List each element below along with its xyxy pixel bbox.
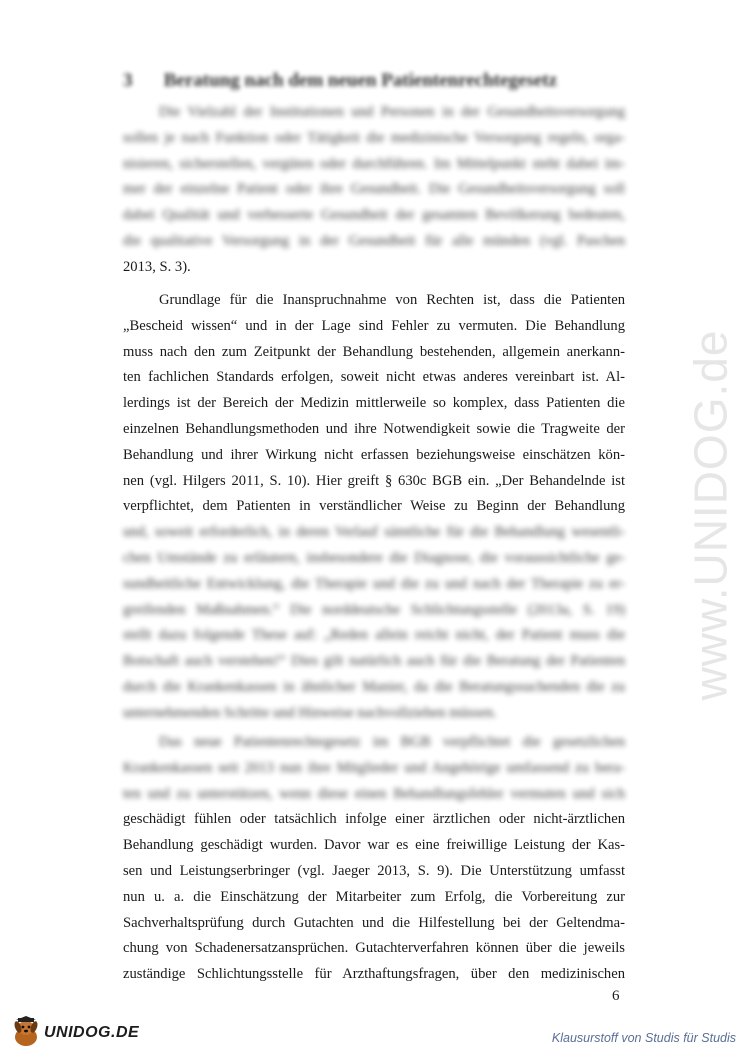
- paragraph-1-tail: 2013, S. 3).: [123, 258, 191, 275]
- page-number: 6: [612, 988, 620, 1004]
- paragraph-1: [123, 100, 625, 281]
- unidog-logo: [6, 1015, 156, 1051]
- blurred-text-3: Das neue Patientenrechtegesetz im BGB verpflichtet die gesetzlichen Krankenkassen seit 2013 nun ihre Mitglieder und Angehörige umfassend zu bera- ten und zu unterstützen, wenn diese einen Behandlungsfehler vermuten und sich: [123, 734, 625, 802]
- section-number: 3: [123, 70, 133, 91]
- footer-tagline: Klausurstoff von Studis für Studis: [551, 1031, 736, 1045]
- logo-text: UNIDOG.DE: [44, 1024, 140, 1041]
- watermark: www.UNIDOG.de: [684, 329, 737, 701]
- blurred-text-2: und, soweit erforderlich, in deren Verlauf sämtliche für die Behandlung wesentli- chen Umstände zu erläutern, insbesondere die Diagnose, die voraussichtliche ge- sundheitliche Entwicklung, die Therapie und die zu und nach der Therapie zu er- greifenden Maßnahmen.“ Die norddeutsche Schlichtungsstelle (2013a, S. 19) stellt dazu folgende These auf: „Reden allein reicht nicht, der Patient muss die Botschaft auch verstehen!“ Dies gilt natürlich auch für die Beratung der Patienten durch die Krankenkassen in ähnlicher Manier, da die Beratungssuchenden die zu unternehmenden Schritte und Hinweise nachvollziehen müssen.: [123, 524, 625, 721]
- section-heading: [123, 70, 643, 92]
- section-title: Beratung nach dem neuen Patientenrechtegesetz: [163, 70, 558, 91]
- blurred-text-1: Die Vielzahl der Institutionen und Personen in der Gesundheitsversorgung sollen je nach Funktion oder Tätigkeit die medizinische Versorgung regeln, orga- nisieren, sicherstellen, vergüten oder durchführen. Im Mittelpunkt steht dabei im- mer der einzelne Patient oder ihre Gesundheit. Die Gesundheitsversorgung soll dabei Qualität und verbesserte Gesundheit der gesamten Bevölkerung bedeuten, die qualitative Versorgung in der Gesundheit für alle münden (vgl. Paschen: [123, 104, 625, 249]
- paragraph-3: Das neue Patientenrechtegesetz im BGB verpflichtet die gesetzlichen Krankenkassen seit 2013 nun ihre Mitglieder und Angehörige umfassend zu bera- ten und zu unterstützen, wenn diese einen Behandlungsfehler vermuten und sich geschädigt fühlen oder tatsächlich infolge einer ärztlichen oder nicht-ärztlichen Behandlung geschädigt wurden. Davor war es eine freiwillige Leistung der Kas- sen und Leistungserbringer (vgl. Jaeger 2013, S. 9). Die Unterstützung umfasst nun u. a. die Einschätzung der Mitarbeiter zum Erfolg, die Vorbereitung zur Sachverhaltsprüfung durch Gutachten und die Hilfestellung bei der Geltendma- chung von Schadenersatzansprüchen. Gutachterverfahren können über die jeweils zuständige Schlichtungsstelle für Arzthaftungsfragen, über den medizinischen: [123, 730, 625, 988]
- paragraph-2: Grundlage für die Inanspruchnahme von Rechten ist, dass die Patienten „Bescheid wissen“ und in der Lage sind Fehler zu vermuten. Die Behandlung muss nach den zum Zeitpunkt der Behandlung bestehenden, allgemein anerkann- ten fachlichen Standards erfolgen, soweit nicht etwas anderes vereinbart ist. Al- lerdings ist der Bereich der Medizin mittlerweile so komplex, dass Patienten die einzelnen Behandlungsmethoden und ihre Notwendigkeit sowie die Tragweite der Behandlung und ihrer Wirkung nicht erfassen beziehungsweise einschätzen kön- nen (vgl. Hilgers 2011, S. 10). Hier greift § 630c BGB ein. „Der Behandelnde ist verpflichtet, dem Patienten in verständlicher Weise zu Beginn der Behandlung und, soweit erforderlich, in deren Verlauf sämtliche für die Behandlung wesentli- chen Umstände zu erläutern, insbesondere die Diagnose, die voraussichtliche ge- sundheitliche Entwicklung, die Therapie und die zu und nach der Therapie zu er- greifenden Maßnahmen.“ Die norddeutsche Schlichtungsstelle (2013a, S. 19) stellt dazu folgende These auf: „Reden allein reicht nicht, der Patient muss die Botschaft auch verstehen!“ Dies gilt natürlich auch für die Beratung der Patienten durch die Krankenkassen in ähnlicher Manier, da die Beratungssuchenden die zu unternehmenden Schritte und Hinweise nachvollziehen müssen.: [123, 288, 625, 727]
- dog-mascot-icon: [6, 1015, 46, 1051]
